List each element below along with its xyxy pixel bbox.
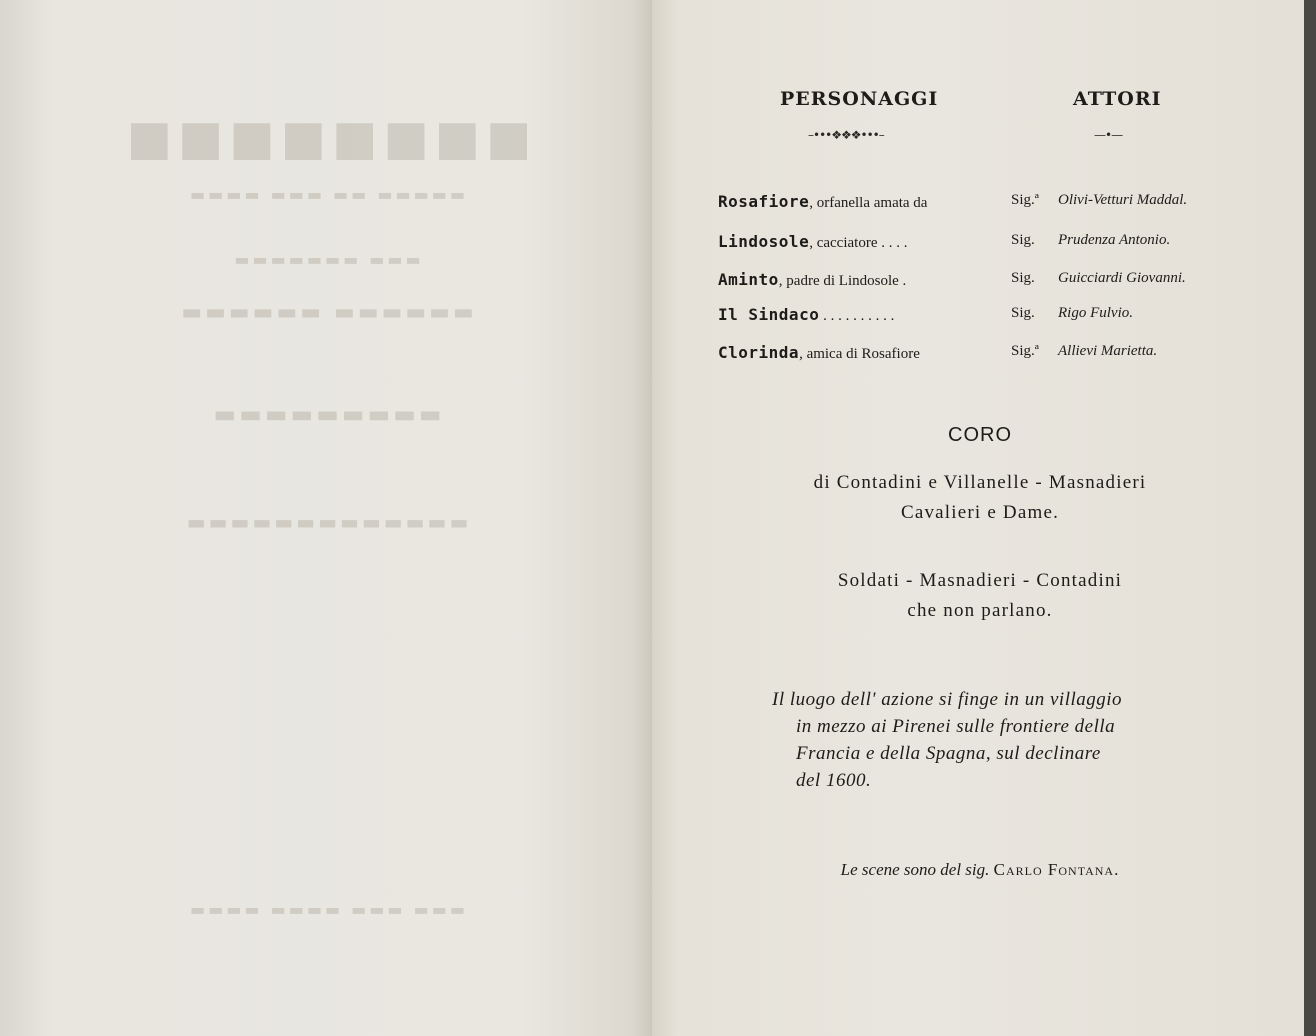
character-name: Il Sindaco bbox=[718, 305, 820, 324]
actor-title: Sig.ª bbox=[1011, 192, 1039, 208]
coro-line: Soldati - Masnadieri - Contadini bbox=[837, 570, 1123, 591]
characters-heading: PERSONAGGI bbox=[780, 88, 939, 110]
bleed-through-title: ■■■■■■■■ bbox=[120, 110, 532, 166]
bleed-through-text: ▬▬▬▬▬▬ ▬▬▬▬▬▬ bbox=[178, 300, 474, 325]
character-name: Rosafiore bbox=[718, 192, 810, 211]
cast-row bbox=[718, 192, 1238, 218]
character-description: , cacciatore . . . . bbox=[809, 235, 908, 251]
bleed-through-text: ▬▬▬▬▬ ▬▬ ▬▬▬ ▬▬▬▬ bbox=[187, 185, 465, 204]
actor-name: Rigo Fulvio. bbox=[1058, 305, 1133, 321]
scenes-designer: Carlo Fontana. bbox=[993, 860, 1120, 879]
actor-title: Sig. bbox=[1011, 270, 1035, 286]
actor-name: Olivi-Vetturi Maddal. bbox=[1058, 192, 1188, 208]
coro-heading: CORO bbox=[948, 424, 1012, 446]
actor-name: Allievi Marietta. bbox=[1058, 343, 1158, 359]
character-description: , orfanella amata da bbox=[809, 195, 928, 211]
character-name: Lindosole bbox=[718, 232, 810, 251]
actor-title: Sig. bbox=[1011, 232, 1035, 248]
coro-line: che non parlano. bbox=[907, 600, 1053, 621]
character-description: . . . . . . . . . . bbox=[819, 308, 895, 324]
cast-row bbox=[718, 343, 1238, 369]
actor-title: Sig. bbox=[1011, 305, 1035, 321]
ornament-divider-icon: —•— bbox=[1094, 128, 1123, 142]
scenes-credit-prefix: Le scene sono del sig. bbox=[840, 860, 990, 879]
setting-line: Francia e della Spagna, sul declinare bbox=[796, 743, 1101, 764]
character-name: Clorinda bbox=[718, 343, 800, 362]
setting-line: in mezzo ai Pirenei sulle frontiere della bbox=[796, 716, 1116, 737]
ornament-divider-icon: –•••❖❖❖•••– bbox=[808, 128, 884, 142]
coro-line: Cavalieri e Dame. bbox=[900, 502, 1060, 523]
setting-description bbox=[772, 686, 1202, 794]
character-description: , padre di Lindosole . bbox=[778, 273, 907, 289]
cast-row bbox=[718, 270, 1238, 296]
bleed-through-text: ▬▬▬ ▬▬▬ ▬▬▬▬ ▬▬▬▬ bbox=[187, 900, 465, 919]
actor-name: Guicciardi Giovanni. bbox=[1058, 270, 1186, 286]
coro-line: di Contadini e Villanelle - Masnadieri bbox=[813, 472, 1147, 493]
character-description: , amica di Rosafiore bbox=[799, 346, 920, 362]
scenes-credit bbox=[700, 860, 1260, 880]
actor-title: Sig.ª bbox=[1011, 343, 1039, 359]
bleed-through-text: ▬▬▬▬▬▬▬▬▬▬▬▬▬ bbox=[183, 510, 469, 534]
setting-line: del 1600. bbox=[796, 770, 872, 791]
left-page bbox=[0, 0, 653, 1036]
bleed-through-text: ▬▬▬ ▬▬▬▬▬▬▬ bbox=[231, 250, 421, 269]
bleed-through-text: ▬▬▬▬▬▬▬▬▬ bbox=[210, 400, 442, 428]
actor-name: Prudenza Antonio. bbox=[1058, 232, 1171, 248]
setting-line: Il luogo dell' azione si finge in un villaggio bbox=[772, 689, 1123, 710]
actors-heading: ATTORI bbox=[1073, 88, 1162, 110]
cast-row bbox=[718, 232, 1238, 258]
character-name: Aminto bbox=[718, 270, 779, 289]
cast-row bbox=[718, 305, 1238, 331]
